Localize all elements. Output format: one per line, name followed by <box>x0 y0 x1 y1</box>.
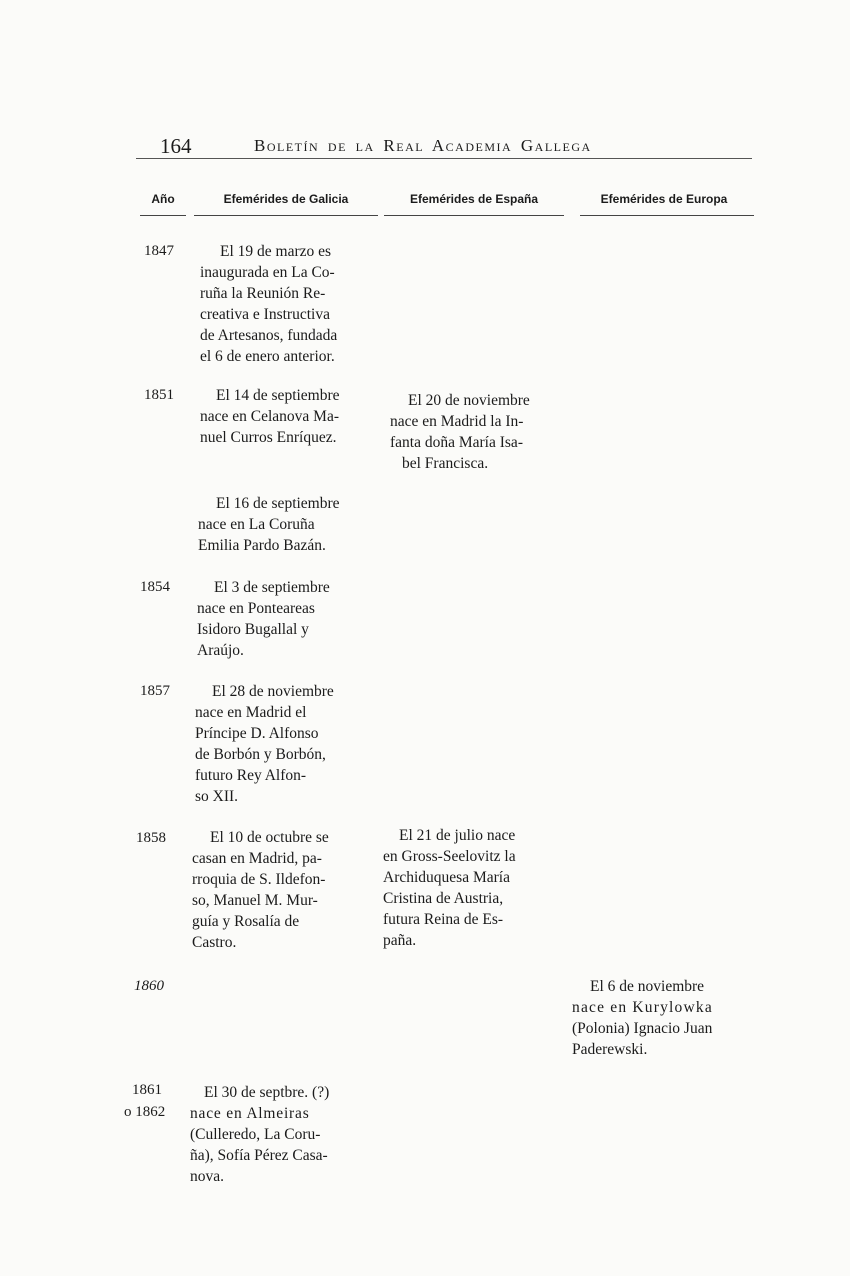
espana-entry: El 20 de noviembre nace en Madrid la In- fanta doña María Isa- bel Francisca. <box>390 392 530 472</box>
column-rule <box>140 215 186 216</box>
year-label: 1857 <box>140 683 170 699</box>
galicia-entry: El 3 de septiembre nace en Ponteareas Isidoro Bugallal y Araújo. <box>197 579 330 659</box>
year-label: 1851 <box>144 387 174 403</box>
year-label: 1847 <box>144 243 174 259</box>
year-label: 1860 <box>134 978 164 994</box>
journal-title: Boletín de la Real Academia Gallega <box>254 136 592 155</box>
column-rule <box>194 215 378 216</box>
year-label: 1854 <box>140 579 170 595</box>
column-rule <box>580 215 754 216</box>
year-label: 1858 <box>136 830 166 846</box>
year-label: 1861 <box>132 1082 162 1098</box>
column-heading-year: Año <box>151 192 175 206</box>
column-heading-galicia: Efemérides de Galicia <box>223 192 349 206</box>
europa-entry: El 6 de noviembre nace en Kurylowka (Polonia) Ignacio Juan Paderewski. <box>572 978 713 1058</box>
column-heading-europa: Efemérides de Europa <box>600 192 728 206</box>
page-number: 164 <box>160 134 192 158</box>
espana-entry: El 21 de julio nace en Gross-Seelovitz la Archiduquesa María Cristina de Austria, futura Reina de Es- paña. <box>383 827 516 949</box>
column-rule <box>384 215 564 216</box>
galicia-entry: El 19 de marzo es inaugurada en La Co- ruña la Reunión Re- creativa e Instructiva de Artesanos, fundada el 6 de enero anterior. <box>200 243 338 365</box>
running-header <box>136 134 752 159</box>
galicia-entry: El 16 de septiembre nace en La Coruña Emilia Pardo Bazán. <box>198 495 340 554</box>
year-label-alt: o 1862 <box>124 1104 166 1120</box>
galicia-entry: El 30 de septbre. (?) nace en Almeiras (Culleredo, La Coru- ña), Sofía Pérez Casa- nova. <box>190 1084 330 1185</box>
column-heading-espana: Efemérides de España <box>409 192 539 206</box>
galicia-entry: El 10 de octubre se casan en Madrid, pa- rroquia de S. Ildefon- so, Manuel M. Mur- guía y Rosalía de Castro. <box>192 829 329 951</box>
galicia-entry: El 14 de septiembre nace en Celanova Ma- nuel Curros Enríquez. <box>200 387 340 446</box>
galicia-entry: El 28 de noviembre nace en Madrid el Príncipe D. Alfonso de Borbón y Borbón, futuro Rey Alfon- so XII. <box>195 683 334 805</box>
